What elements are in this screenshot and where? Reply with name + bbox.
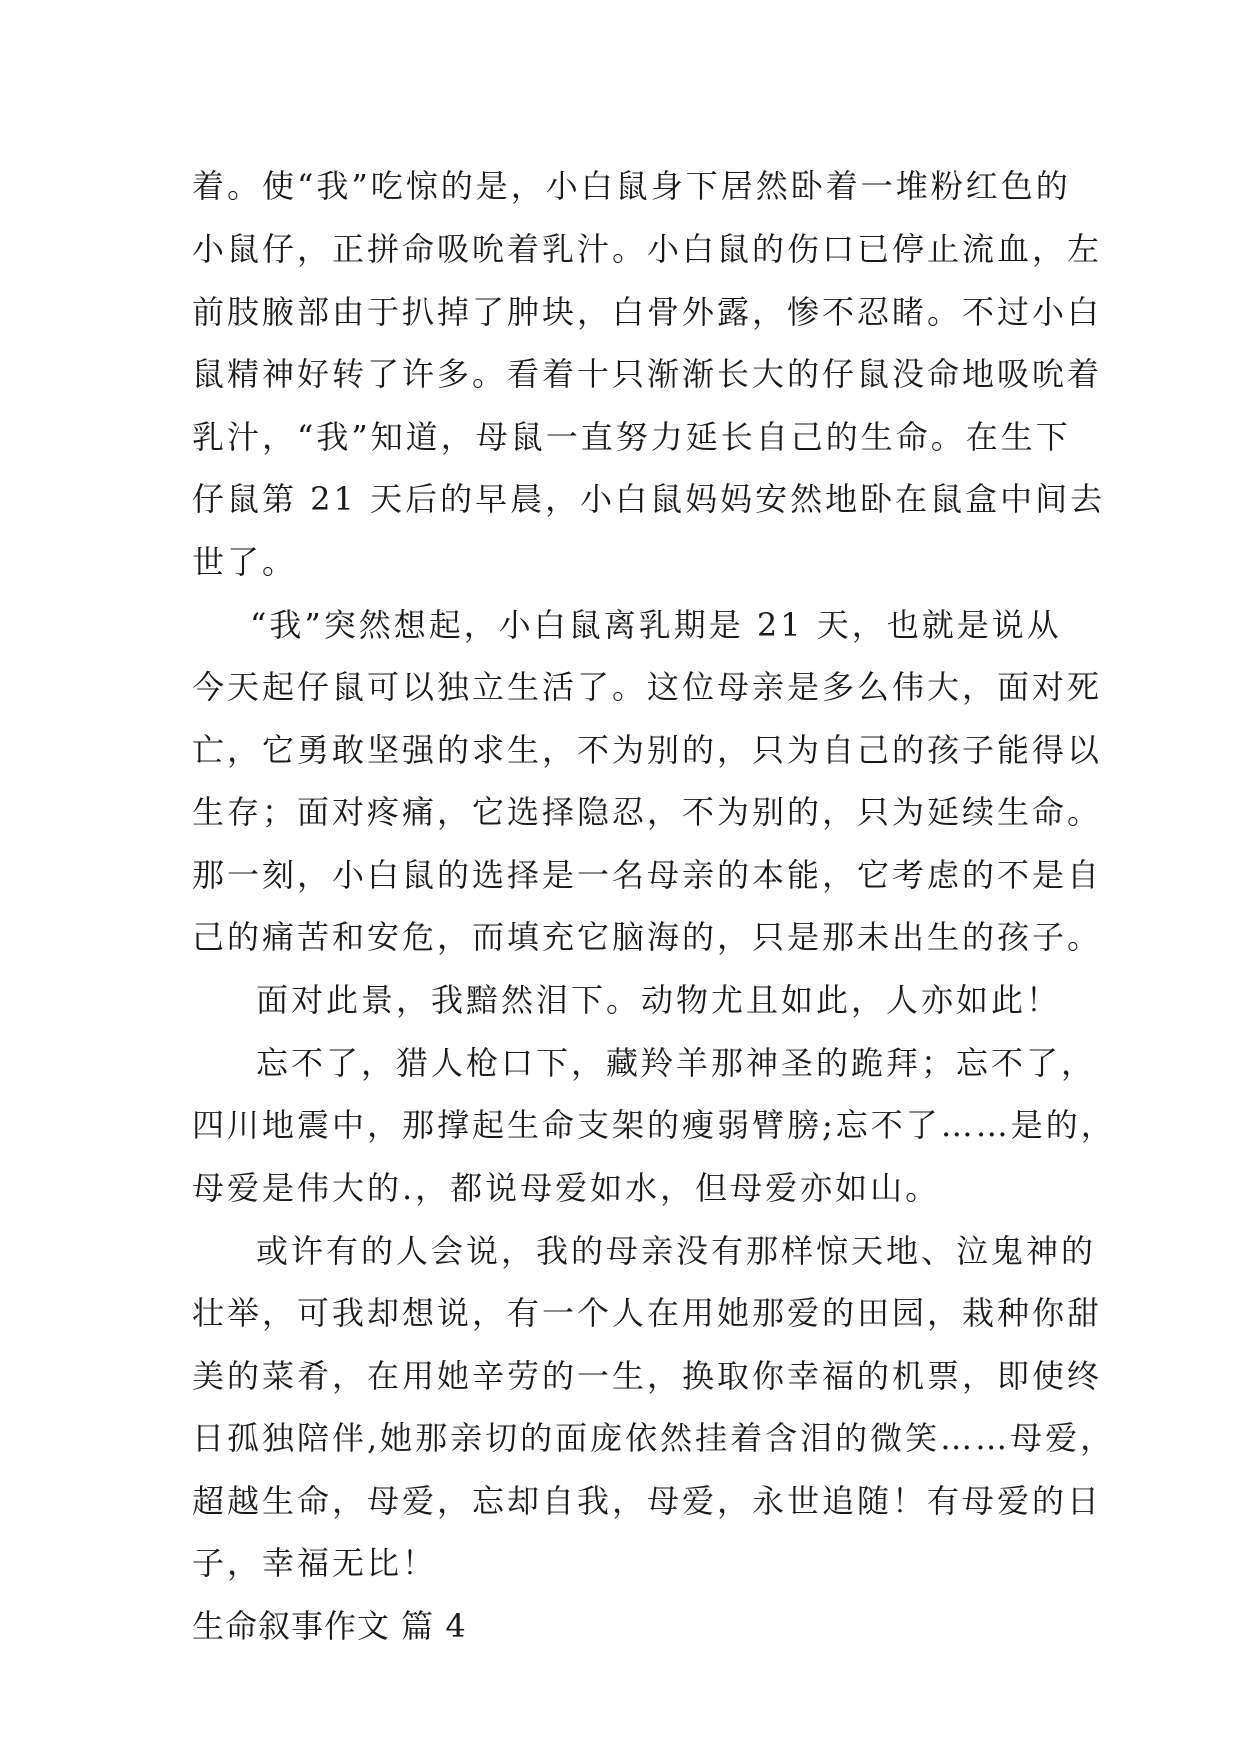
text-line: 四川地震中，那撑起生命支架的瘦弱臂膀;忘不了……是的， [192, 1106, 1116, 1144]
text-line: 生存；面对疼痛，它选择隐忍，不为别的，只为延续生命。 [192, 793, 1103, 831]
text-line: 母爱是伟大的.，都说母爱如水，但母爱亦如山。 [192, 1169, 941, 1207]
text-line: “我”突然想起，小白鼠离乳期是 21 天，也就是说从 [250, 606, 1062, 644]
text-line: 面对此景，我黯然泪下。动物尤且如此，人亦如此！ [256, 981, 1062, 1019]
text-line: 鼠精神好转了许多。看着十只渐渐长大的仔鼠没命地吸吮着 [192, 355, 1103, 393]
text-line: 世了。 [192, 543, 298, 581]
text-line: 仔鼠第 21 天后的早晨，小白鼠妈妈安然地卧在鼠盒中间去 [192, 480, 1106, 518]
text-line: 乳汁，“我”知道，母鼠一直努力延长自己的生命。在生下 [192, 418, 1071, 456]
text-line: 子，幸福无比！ [192, 1544, 438, 1582]
text-line: 或许有的人会说，我的母亲没有那样惊天地、泣鬼神的 [256, 1232, 1097, 1270]
text-line: 着。使“我”吃惊的是，小白鼠身下居然卧着一堆粉红色的 [192, 167, 1071, 205]
text-line: 己的痛苦和安危，而填充它脑海的，只是那未出生的孩子。 [192, 918, 1103, 956]
text-line: 美的菜肴，在用她辛劳的一生，换取你幸福的机票，即使终 [192, 1357, 1103, 1395]
text-line: 超越生命，母爱，忘却自我，母爱，永世追随！有母爱的日 [192, 1482, 1103, 1520]
text-line: 今天起仔鼠可以独立生活了。这位母亲是多么伟大，面对死 [192, 668, 1103, 706]
text-line: 壮举，可我却想说，有一个人在用她那爱的田园，栽种你甜 [192, 1294, 1103, 1332]
section-heading: 生命叙事作文 篇 4 [192, 1607, 467, 1645]
text-line: 忘不了，猎人枪口下，藏羚羊那神圣的跪拜；忘不了， [256, 1044, 1097, 1082]
text-line: 小鼠仔，正拼命吸吮着乳汁。小白鼠的伤口已停止流血，左 [192, 230, 1103, 268]
text-line: 那一刻，小白鼠的选择是一名母亲的本能，它考虑的不是自 [192, 856, 1103, 894]
text-line: 日孤独陪伴,她那亲切的面庞依然挂着含泪的微笑……母爱， [192, 1419, 1116, 1457]
text-line: 亡，它勇敢坚强的求生，不为别的，只为自己的孩子能得以 [192, 731, 1103, 769]
text-line: 前肢腋部由于扒掉了肿块，白骨外露，惨不忍睹。不过小白 [192, 293, 1103, 331]
